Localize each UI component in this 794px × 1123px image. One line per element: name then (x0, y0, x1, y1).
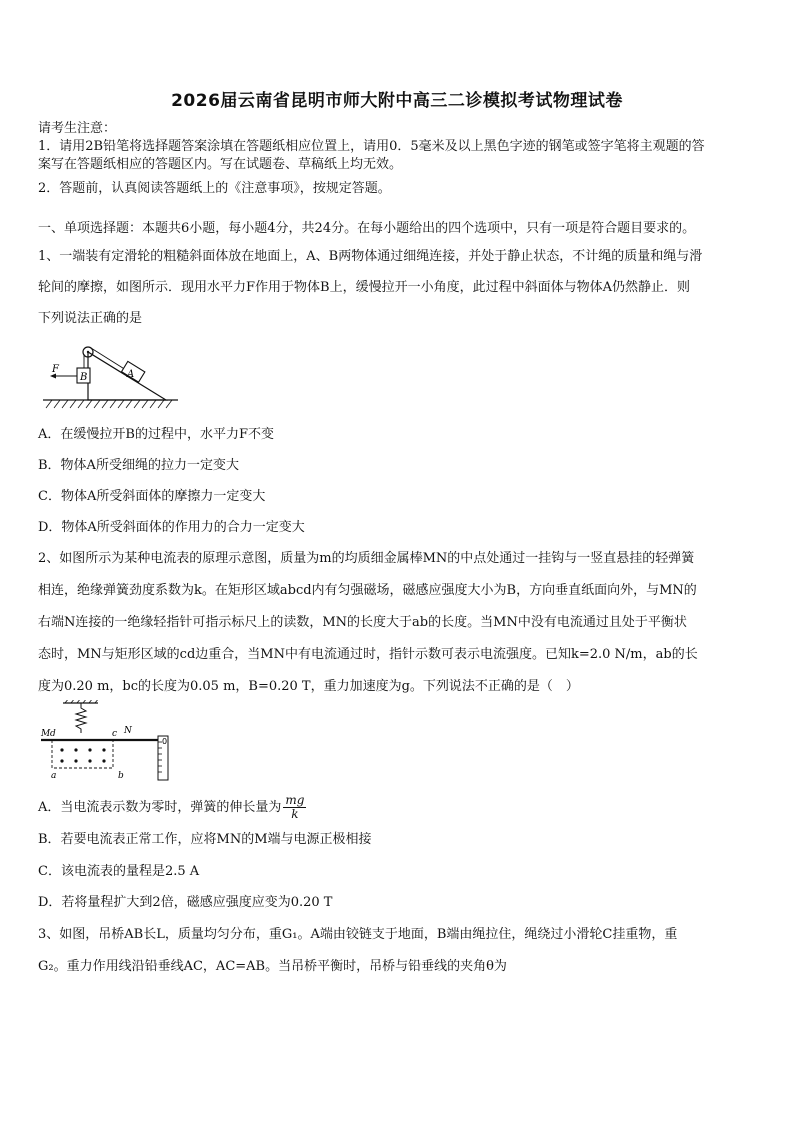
q1-line-2: 轮间的摩擦，如图所示．现用水平力F作用于物体B上，缓慢拉开一小角度，此过程中斜面体与物体A仍然静止．则 (38, 280, 690, 295)
q2-line-3: 右端N连接的一绝缘轻指针可指示标尺上的读数，MN的长度大于ab的长度。当MN中没有电流通过且处于平衡状 (38, 615, 687, 630)
q2-meter-figure (38, 700, 173, 784)
q2-line-2: 相连，绝缘弹簧劲度系数为k。在矩形区域abcd内有匀强磁场，磁感应强度大小为B，方向垂直纸面向外，与MN的 (38, 583, 697, 598)
q2-option-a-text: A．当电流表示数为零时，弹簧的伸长量为 (38, 800, 282, 815)
page-title: 2026届云南省昆明市师大附中高三二诊模拟考试物理试卷 (171, 91, 623, 111)
q2-line-4: 态时，MN与矩形区域的cd边重合，当MN中有电流通过时，指针示数可表示电流强度。已知k=2.0 N/m，ab的长 (38, 647, 698, 662)
label-c: c (112, 729, 118, 739)
q1-incline-figure (38, 342, 183, 410)
label-a: a (51, 771, 57, 781)
rope-along-incline (91, 348, 126, 370)
notice-item-1-line-1: 1．请用2B铅笔将选择题答案涂填在答题纸相应位置上，请用0．5毫米及以上黑色字迹的钢笔或签字笔将主观题的答 (38, 139, 705, 154)
q1-line-3: 下列说法正确的是 (38, 311, 143, 326)
scale-ticks (158, 742, 162, 772)
label-f: F (52, 364, 59, 375)
spring-icon (76, 703, 86, 733)
fraction-denominator: k (291, 807, 299, 821)
field-dots (60, 748, 105, 762)
magnetic-field-region (52, 740, 113, 768)
q3-line-1: 3、如图，吊桥AB长L，质量均匀分布，重G₁。A端由铰链支于地面，B端由绳拉住，绳绕过小滑轮C挂重物，重 (38, 927, 678, 942)
q1-line-1: 1、一端装有定滑轮的粗糙斜面体放在地面上，A、B两物体通过细绳连接，并处于静止状态，不计绳的质量和绳与滑 (38, 249, 703, 264)
ground-hatching (46, 400, 172, 408)
scale-zero-label: 0 (162, 737, 168, 746)
q2-option-c: C．该电流表的量程是2.5 A (38, 864, 200, 879)
label-b: B (80, 372, 88, 383)
q2-option-a (38, 794, 760, 821)
q1-option-c: C．物体A所受斜面体的摩擦力一定变大 (38, 489, 266, 504)
fraction-numerator: mg (285, 793, 305, 807)
q1-option-d: D．物体A所受斜面体的作用力的合力一定变大 (38, 520, 305, 535)
q1-option-a: A．在缓慢拉开B的过程中，水平力F不变 (38, 427, 274, 442)
label-d: d (50, 729, 56, 739)
label-a: A (127, 369, 135, 380)
q2-option-b: B．若要电流表正常工作，应将MN的M端与电源正极相接 (38, 832, 372, 847)
q3-line-2: G₂。重力作用线沿铅垂线AC，AC=AB。当吊桥平衡时，吊桥与铅垂线的夹角θ为 (38, 959, 507, 974)
q2-line-5: 度为0.20 m，bc的长度为0.05 m，B=0.20 T，重力加速度为g。下列说法不正确的是（ ） (38, 679, 579, 694)
fraction-mg-over-k (283, 794, 306, 821)
section-heading: 一、单项选择题：本题共6小题，每小题4分，共24分。在每小题给出的四个选项中，只有一项是符合题目要求的。 (38, 221, 696, 236)
label-n: N (124, 726, 132, 736)
label-m: M (41, 729, 51, 739)
notice-item-1-line-2: 案写在答题纸相应的答题区内。写在试题卷、草稿纸上均无效。 (38, 157, 403, 172)
notice-item-2: 2．答题前，认真阅读答题纸上的《注意事项》，按规定答题。 (38, 181, 391, 196)
q2-line-1: 2、如图所示为某种电流表的原理示意图，质量为m的均质细金属棒MN的中点处通过一挂钩与一竖直悬挂的轻弹簧 (38, 551, 695, 566)
label-b: b (118, 771, 124, 781)
q2-option-d: D．若将量程扩大到2倍，磁感应强度应变为0.20 T (38, 895, 333, 910)
q1-option-b: B．物体A所受细绳的拉力一定变大 (38, 458, 239, 473)
notice-heading: 请考生注意： (38, 121, 117, 136)
